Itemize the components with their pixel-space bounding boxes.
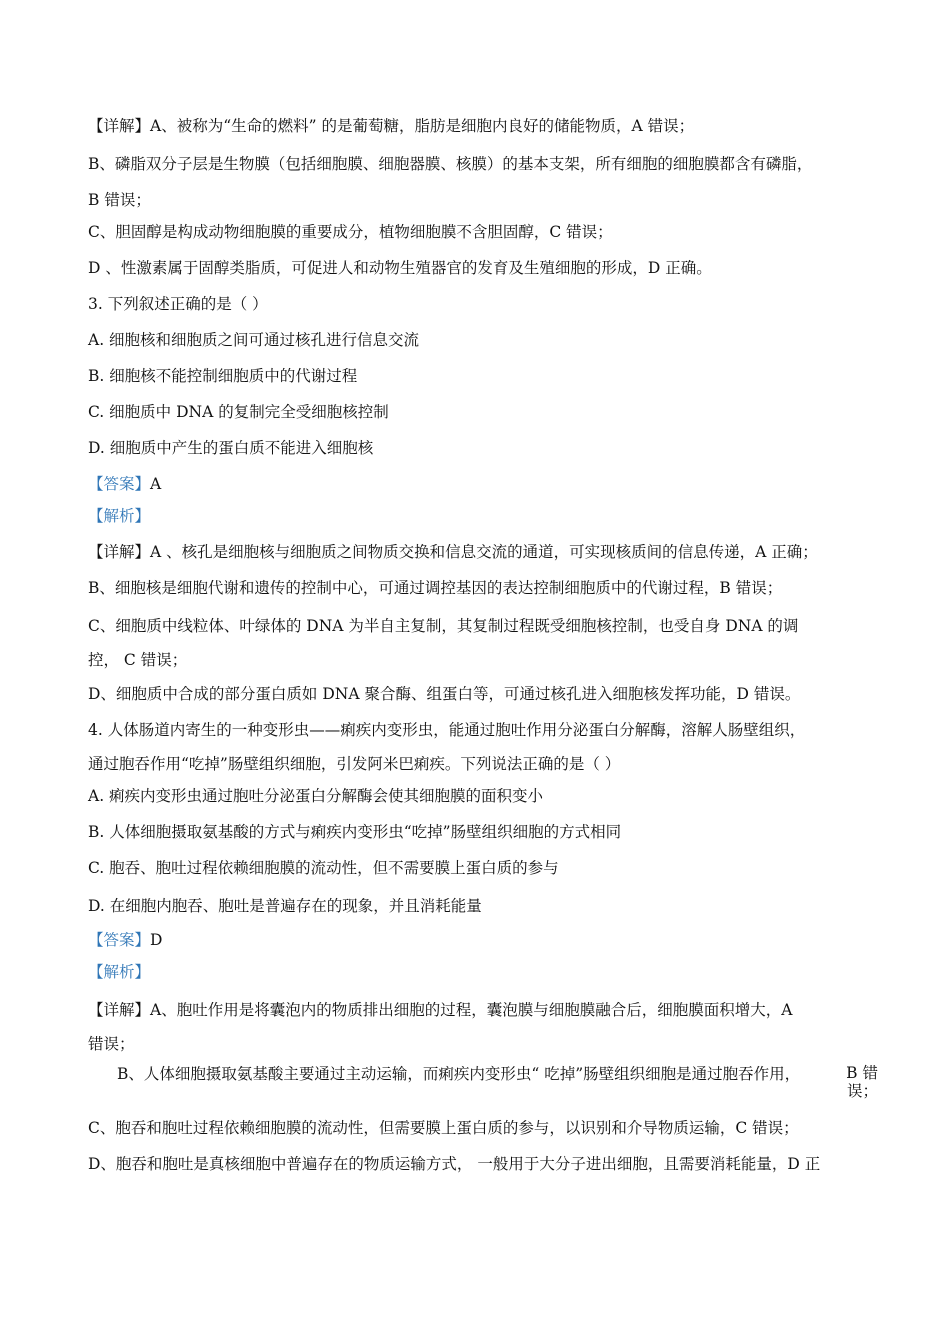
answer-line bbox=[88, 474, 161, 494]
explanation-line: B、细胞核是细胞代谢和遗传的控制中心，可通过调控基因的表达控制细胞质中的代谢过程，B 错误； bbox=[88, 579, 783, 597]
answer-label: 【答案】 bbox=[88, 475, 151, 493]
question-3-option-b: B. 细胞核不能控制细胞质中的代谢过程 bbox=[88, 367, 358, 385]
explanation-line-wrap bbox=[832, 1064, 878, 1100]
explanation-line: D、胞吞和胞吐是真核细胞中普遍存在的物质运输方式， 一般用于大分子进出细胞，且需要消耗能量，D 正 bbox=[88, 1155, 821, 1173]
question-3-option-d: D. 细胞质中产生的蛋白质不能进入细胞核 bbox=[88, 439, 374, 457]
question-3-stem: 3. 下列叙述正确的是（ ） bbox=[88, 295, 268, 313]
question-4-stem: 通过胞吞作用“吃掉”肠壁组织细胞，引发阿米巴痢疾。下列说法正确的是（ ） bbox=[88, 755, 621, 773]
answer-value: D bbox=[150, 931, 163, 949]
explanation-line: 【详解】A、胞吐作用是将囊泡内的物质排出细胞的过程，囊泡膜与细胞膜融合后，细胞膜面积增大，A bbox=[88, 1001, 793, 1019]
explanation-line: 错误； bbox=[88, 1035, 135, 1053]
question-4-option-c: C. 胞吞、胞吐过程依赖细胞膜的流动性，但不需要膜上蛋白质的参与 bbox=[88, 859, 559, 877]
explanation-line: C、胆固醇是构成动物细胞膜的重要成分，植物细胞膜不含胆固醇，C 错误； bbox=[88, 223, 613, 241]
explanation-line: C、胞吞和胞吐过程依赖细胞膜的流动性，但需要膜上蛋白质的参与，以识别和介导物质运输，C 错误； bbox=[88, 1119, 799, 1137]
explanation-line: 【详解】A、被称为“生命的燃料” 的是葡萄糖，脂肪是细胞内良好的储能物质，A 错误； bbox=[88, 117, 695, 135]
question-4-option-a: A. 痢疾内变形虫通过胞吐分泌蛋白分解酶会使其细胞膜的面积变小 bbox=[88, 787, 544, 805]
answer-value: A bbox=[150, 475, 162, 493]
question-3-option-a: A. 细胞核和细胞质之间可通过核孔进行信息交流 bbox=[88, 331, 420, 349]
wrap-fragment: 误； bbox=[846, 1082, 878, 1100]
question-4-stem: 4. 人体肠道内寄生的一种变形虫——痢疾内变形虫，能通过胞吐作用分泌蛋白分解酶，溶解人肠壁组织， bbox=[88, 721, 806, 739]
question-4-option-b: B. 人体细胞摄取氨基酸的方式与痢疾内变形虫“吃掉”肠壁组织细胞的方式相同 bbox=[88, 823, 622, 841]
answer-label: 【答案】 bbox=[88, 931, 151, 949]
explanation-line: C、细胞质中线粒体、叶绿体的 DNA 为半自主复制，其复制过程既受细胞核控制，也受自身 DNA 的调 bbox=[88, 617, 799, 635]
explanation-line: B、人体细胞摄取氨基酸主要通过主动运输，而痢疾内变形虫“ 吃掉”肠壁组织细胞是通过胞吞作用， bbox=[117, 1065, 801, 1083]
question-4-option-d: D. 在细胞内胞吞、胞吐是普遍存在的现象，并且消耗能量 bbox=[88, 897, 482, 915]
analysis-label: 【解析】 bbox=[88, 963, 151, 981]
explanation-line: D 、性激素属于固醇类脂质，可促进人和动物生殖器官的发育及生殖细胞的形成，D 正确。 bbox=[88, 259, 712, 277]
question-3-option-c: C. 细胞质中 DNA 的复制完全受细胞核控制 bbox=[88, 403, 389, 421]
wrap-fragment: B 错 bbox=[846, 1064, 878, 1082]
explanation-line: B、磷脂双分子层是生物膜（包括细胞膜、细胞器膜、核膜）的基本支架，所有细胞的细胞膜都含有磷脂， bbox=[88, 155, 813, 173]
explanation-line: B 错误； bbox=[88, 191, 151, 209]
answer-line bbox=[88, 930, 162, 950]
explanation-line: D、细胞质中合成的部分蛋白质如 DNA 聚合酶、组蛋白等，可通过核孔进入细胞核发挥功能，D 错误。 bbox=[88, 685, 801, 703]
analysis-label: 【解析】 bbox=[88, 507, 151, 525]
explanation-line: 【详解】A 、核孔是细胞核与细胞质之间物质交换和信息交流的通道，可实现核质间的信息传递，A 正确； bbox=[88, 543, 818, 561]
explanation-line: 控， C 错误； bbox=[88, 651, 188, 669]
